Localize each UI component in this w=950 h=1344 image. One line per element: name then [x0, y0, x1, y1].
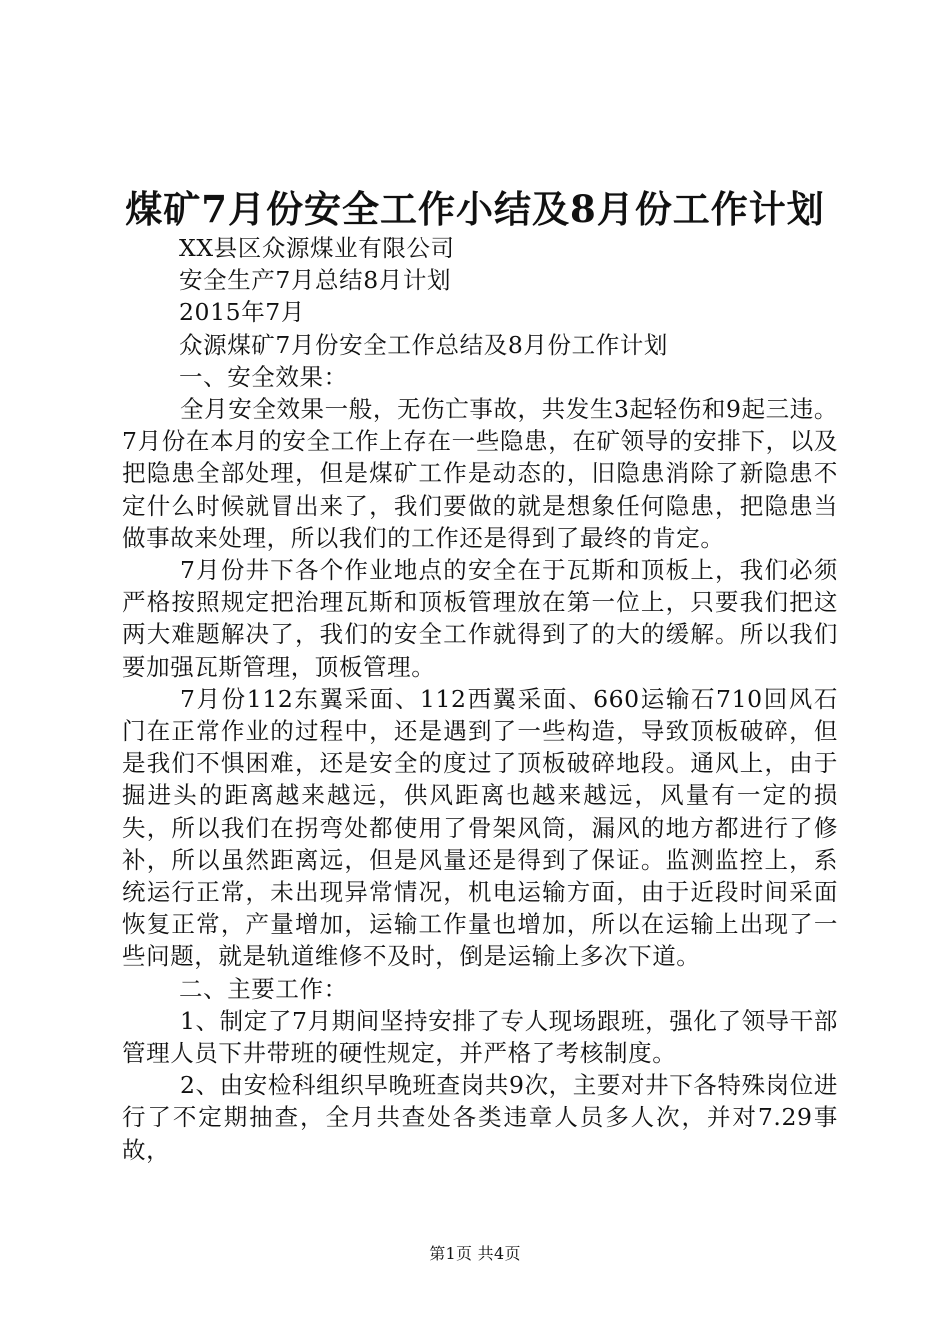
- document-title: 煤矿7月份安全工作小结及8月份工作计划: [125, 187, 825, 231]
- document-body: [122, 232, 838, 1166]
- paragraph-operations: 7月份112东翼采面、112西翼采面、660运输石710回风石门在正常作业的过程中，还是遇到了一些构造，导致顶板破碎，但是我们不惧困难，还是安全的度过了顶板破碎地段。通风上，由于掘进头的距离越来越远，供风距离也越来越远，风量有一定的损失，所以我们在拐弯处都使用了骨架风筒，漏风的地方都进行了修补，所以虽然距离远，但是风量还是得到了保证。监测监控上，系统运行正常，未出现异常情况，机电运输方面，由于近段时间采面恢复正常，产量增加，运输工作量也增加，所以在运输上出现了一些问题，就是轨道维修不及时，倒是运输上多次下道。: [122, 684, 838, 971]
- paragraph-work-item-1: 1、制定了7月期间坚持安排了专人现场跟班，强化了领导干部管理人员下井带班的硬性规定，并严格了考核制度。: [122, 1006, 838, 1068]
- report-date: 2015年7月: [179, 298, 305, 327]
- section-heading-safety-results: 一、安全效果：: [179, 362, 348, 391]
- company-name: XX县区众源煤业有限公司: [179, 234, 455, 262]
- paragraph-safety-summary: 全月安全效果一般，无伤亡事故，共发生3起轻伤和9起三违。7月份在本月的安全工作上存在一些隐患，在矿领导的安排下，以及把隐患全部处理，但是煤矿工作是动态的，旧隐患消除了新隐患不定什么时候就冒出来了，我们要做的就是想象任何隐患，把隐患当做事故来处理，所以我们的工作还是得到了最终的肯定。: [122, 395, 838, 552]
- section-heading-main-work: 二、主要工作：: [179, 974, 348, 1003]
- page-number-footer: 第1页 共4页: [429, 1244, 521, 1263]
- paragraph-work-item-2: 2、由安检科组织早晚班查岗共9次，主要对井下各特殊岗位进行了不定期抽查，全月共查处各类违章人员多人次，并对7.29事故，: [122, 1071, 838, 1164]
- report-heading: 众源煤矿7月份安全工作总结及8月份工作计划: [179, 330, 669, 359]
- report-subtitle: 安全生产7月总结8月计划: [179, 266, 452, 295]
- paragraph-gas-roof: 7月份井下各个作业地点的安全在于瓦斯和顶板上，我们必须严格按照规定把治理瓦斯和顶板管理放在第一位上，只要我们把这两大难题解决了，我们的安全工作就得到了的大的缓解。所以我们要加强瓦斯管理，顶板管理。: [122, 556, 838, 681]
